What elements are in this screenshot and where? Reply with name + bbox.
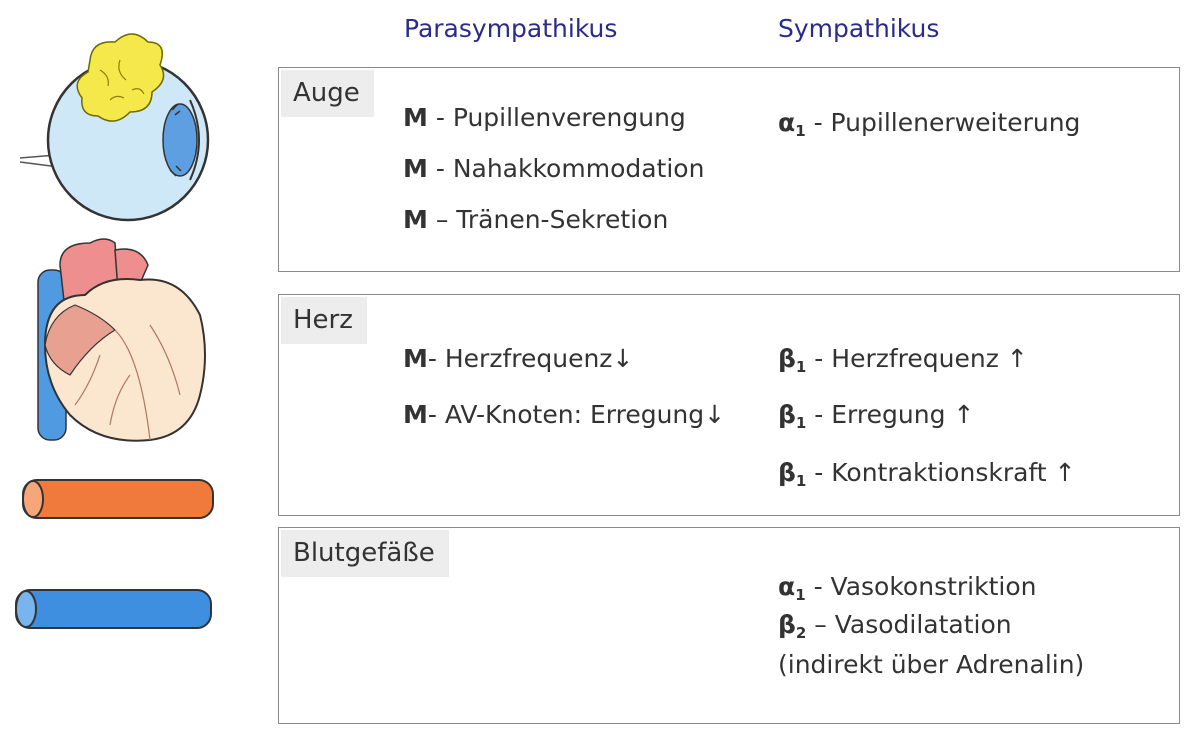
herz-para-entry: M- AV-Knoten: Erregung↓ (403, 400, 726, 429)
artery-icon (15, 470, 220, 530)
header-parasympathikus: Parasympathikus (404, 14, 618, 43)
blut-sym-entry: $\beta_2$ – Vasodilatation (778, 610, 1012, 642)
header-sympathikus: Sympathikus (778, 14, 940, 43)
heart-icon (30, 235, 215, 450)
auge-para-entry: M – Tränen-Sekretion (403, 205, 669, 234)
herz-sym-entry: $\beta_1$ - Kontraktionskraft ↑ (778, 458, 1076, 490)
herz-sym-entry: $\beta_1$ - Erregung ↑ (778, 400, 975, 432)
auge-sym-entry: $\alpha_1$ - Pupillenerweiterung (778, 108, 1081, 140)
herz-sym-entry: $\beta_1$ - Herzfrequenz ↑ (778, 344, 1028, 376)
blut-sym-entry: $\alpha_1$ - Vasokonstriktion (778, 572, 1037, 604)
panel-blutgefaesse (278, 527, 1180, 724)
auge-para-entry: M - Pupillenverengung (403, 103, 686, 132)
panel-title-blutgefaesse: Blutgefäße (281, 530, 449, 577)
blut-sym-note: (indirekt über Adrenalin) (778, 650, 1085, 679)
vein-icon (8, 580, 218, 640)
eye-icon (20, 20, 225, 235)
herz-para-entry: M- Herzfrequenz↓ (403, 344, 634, 373)
auge-para-entry: M - Nahakkommodation (403, 154, 705, 183)
panel-title-herz: Herz (281, 297, 367, 344)
panel-title-auge: Auge (281, 70, 374, 117)
